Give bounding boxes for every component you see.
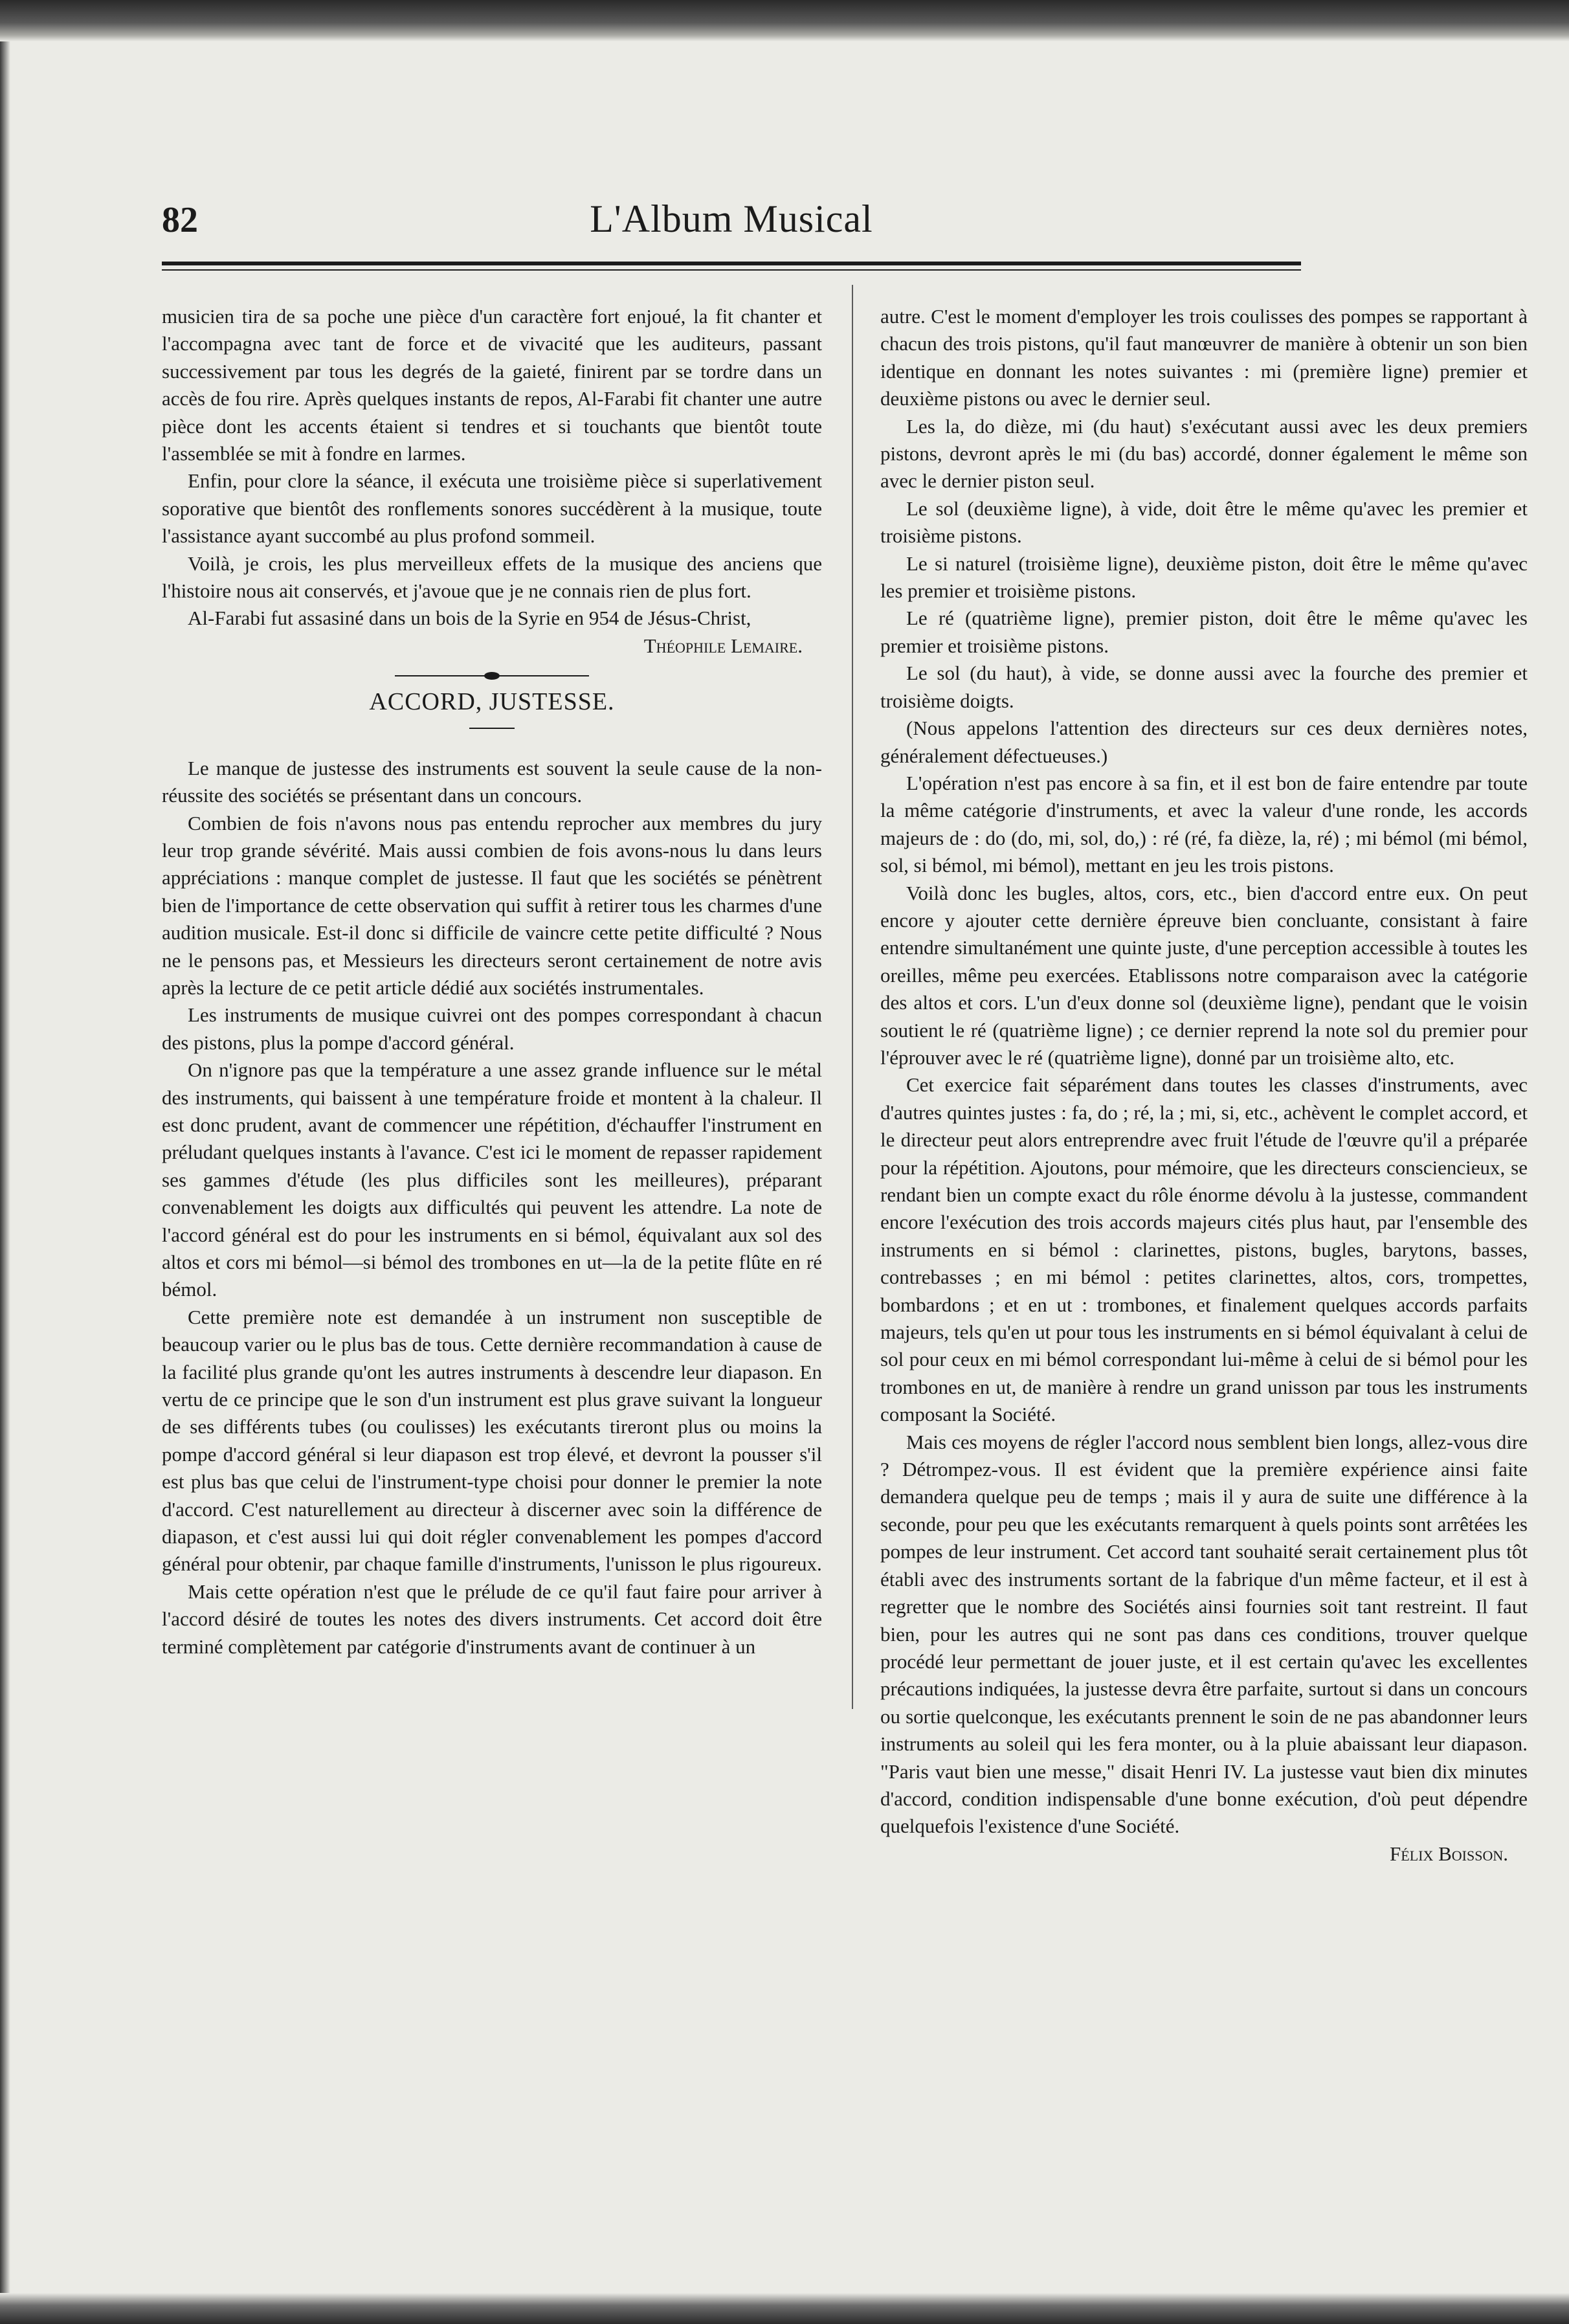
- paragraph: Le sol (deuxième ligne), à vide, doit être le même qu'avec les premier et troisième pistons.: [880, 497, 1528, 548]
- paragraph: Les la, do dièze, mi (du haut) s'exécutant aussi avec les deux premiers pistons, devront après le mi (du bas) accordé, donner également le même son avec le dernier piston seul.: [880, 414, 1528, 493]
- short-divider: [469, 728, 515, 729]
- left-column: [162, 303, 822, 1660]
- paragraph: autre. C'est le moment d'employer les trois coulisses des pompes se rapportant à chacun des trois pistons, qu'il faut manœuvrer de manière à obtenir un son bien identique en donnant les notes suivantes : mi (première ligne) premier et deuxième pistons ou avec le dernier seul.: [880, 305, 1528, 410]
- paragraph: Le ré (quatrième ligne), premier piston, doit être le même qu'avec les premier et troisième pistons.: [880, 607, 1528, 657]
- paragraph: Al-Farabi fut assasiné dans un bois de la Syrie en 954 de Jésus-Christ,: [188, 607, 751, 630]
- paragraph: musicien tira de sa poche une pièce d'un caractère fort enjoué, la fit chanter et l'accompagna avec tant de force et de vivacité que les auditeurs, passant successivement par tous les degrés de la gaieté, finirent par se tordre dans un accès de fou rire. Après quelques instants de repos, Al-Farabi fit chanter une autre pièce dont les accents étaient si tendres et si touchants que bientôt toute l'assemblée se mit à fondre en larmes.: [162, 305, 822, 465]
- ornament-divider: [395, 675, 589, 676]
- paragraph: Le manque de justesse des instruments est souvent la seule cause de la non-réussite des sociétés se présentant dans un concours.: [162, 756, 822, 807]
- scan-edge-bottom: [0, 2293, 1569, 2324]
- paragraph: (Nous appelons l'attention des directeurs sur ces deux dernières notes, généralement défectueuses.): [880, 717, 1528, 767]
- paragraph: Enfin, pour clore la séance, il exécuta une troisième pièce si superlativement soporative que bientôt des ronflements sonores succédèrent à la musique, toute l'assistance ayant succombé au plus profond sommeil.: [162, 469, 822, 548]
- paragraph: Cet exercice fait séparément dans toutes les classes d'instruments, avec d'autres quintes justes : fa, do ; ré, la ; mi, si, etc., achèvent le complet accord, et le directeur peut alors entreprendre avec fruit l'étude de l'œuvre qu'il a préparée pour la répétition. Ajoutons, pour mémoire, que les directeurs consciencieux, se rendant bien un compte exact du rôle énorme dévolu à la justesse, commandent encore l'exécution des trois accords majeurs cités plus haut, par l'ensemble des instruments en si bémol : clarinettes, pistons, bugles, barytons, basses, contrebasses ; en mi bémol : petites clarinettes, altos, cors, trompettes, bombardons ; et en ut : trombones, et finalement quelques accords parfaits majeurs, tels qu'en ut pour tous les instruments en si bémol équivalant à celui de sol pour ceux en mi bémol correspondant lui-même à celui de si bémol pour les trombones en ut, de manière à rendre un grand unisson par tous les instruments composant la Société.: [880, 1073, 1528, 1426]
- page-header: [162, 193, 1301, 251]
- scan-edge-left: [0, 41, 10, 2293]
- paragraph: Cette première note est demandée à un instrument non susceptible de beaucoup varier ou le plus bas de tous. Cette dernière recommandation à cause de la facilité plus grande qu'ont les autres instruments à descendre leur diapason. En vertu de ce principe que le son d'un instrument est plus grave suivant la longueur de ses différents tubes (ou coulisses) les exécutants tireront plus ou moins la pompe d'accord général si leur diapason est trop élevé, et devront la pousser s'il est plus bas que celui de l'instrument-type choisi pour donner le premier la note d'accord. C'est naturellement au directeur à discerner avec soin la différence de diapason, et c'est aussi lui qui doit régler convenablement les pompes d'accord général pour obtenir, par chaque famille d'instruments, l'unisson le plus rigoureux.: [162, 1305, 822, 1576]
- column-divider: [852, 285, 853, 1709]
- paragraph: Voilà, je crois, les plus merveilleux effets de la musique des anciens que l'histoire nous ait conservés, et j'avoue que je ne connais rien de plus fort.: [162, 552, 822, 603]
- header-rule-thin: [162, 269, 1301, 271]
- paragraph: Le sol (du haut), à vide, se donne aussi avec la fourche des premier et troisième doigts.: [880, 662, 1528, 712]
- scan-edge-top: [0, 0, 1569, 41]
- signature-lemaire: Théophile Lemaire.: [643, 634, 803, 657]
- section-title: ACCORD, JUSTESSE.: [369, 688, 615, 716]
- paragraph: Mais ces moyens de régler l'accord nous semblent bien longs, allez-vous dire ? Détrompez-vous. Il est évident que la première expérience ainsi faite demandera quelque peu de temps ; mais il y aura de suite une différence à la seconde, pour peu que les exécutants remarquent à quels points sont arrêtées les pompes de leur instrument. Cet accord tant souhaité serait certainement plus tôt établi avec des instruments sortant de la fabrique d'un même facteur, et il est à regretter que le nombre des Sociétés ainsi fournies soit tant restreint. Il faut bien, pour les autres qui ne sont pas dans ces conditions, trouver quelque procédé leur permettant de jouer juste, et il est certain qu'avec les excellentes précautions indiquées, la justesse devra être parfaite, surtout si dans un concours ou sortie quelconque, les exécutants prennent le soin de ne pas abandonner leurs instruments au soleil qui les fera monter, ou à la pluie abaissant leur diapason. "Paris vaut bien une messe," disait Henri IV. La justesse vaut bien dix minutes d'accord, condition indispensable d'une bonne exécution, d'où peut dépendre quelquefois l'existence d'une Société.: [880, 1430, 1528, 1838]
- right-column: [880, 303, 1528, 1868]
- page-number: 82: [162, 200, 198, 240]
- paragraph: L'opération n'est pas encore à sa fin, et il est bon de faire entendre par toute la même catégorie d'instruments, et avec la valeur d'une ronde, les accords majeurs de : do (do, mi, sol, do,) : ré (ré, fa dièze, la, ré) ; mi bémol (mi bémol, sol, si bémol, mi bémol), mettant en jeu les trois pistons.: [880, 771, 1528, 877]
- paragraph: Combien de fois n'avons nous pas entendu reprocher aux membres du jury leur trop grande sévérité. Mais aussi combien de fois avons-nous lu dans leurs appréciations : manque complet de justesse. Il faut que les sociétés se pénètrent bien de l'importance de cette observation qui suffit à retirer tous les charmes d'une audition musicale. Est-il donc si difficile de vaincre cette petite difficulté ? Nous ne le pensons pas, et Messieurs les directeurs seront certainement de notre avis après la lecture de ce petit article dédié aux sociétés instrumentales.: [162, 811, 822, 999]
- paragraph: Les instruments de musique cuivrei ont des pompes correspondant à chacun des pistons, plus la pompe d'accord général.: [162, 1003, 822, 1054]
- running-title: L'Album Musical: [590, 197, 873, 240]
- paragraph: On n'ignore pas que la température a une assez grande influence sur le métal des instruments, qui baissent à une température froide et montent à la chaleur. Il est donc prudent, avant de commencer une répétition, d'échauffer l'instrument en préludant quelques instants à l'avance. C'est ici le moment de repasser rapidement ses gammes d'étude (les plus difficiles sont les meilleures), préparant convenablement les doigts aux difficultés qui peuvent les attendre. La note de l'accord général est do pour les instruments en si bémol, équivalant aux sol des altos et cors mi bémol—si bémol des trombones en ut—la de la petite flûte en ré bémol.: [162, 1058, 822, 1301]
- paragraph: Le si naturel (troisième ligne), deuxième piston, doit être le même qu'avec les premier et troisième pistons.: [880, 552, 1528, 603]
- paragraph: Voilà donc les bugles, altos, cors, etc., bien d'accord entre eux. On peut encore y ajouter cette dernière épreuve bien concluante, consistant à faire entendre simultanément une quinte juste, d'une perception accessible à toutes les oreilles, même peu exercées. Etablissons notre comparaison avec la catégorie des altos et cors. L'un d'eux donne sol (deuxième ligne), pendant que le voisin soutient le ré (quatrième ligne) ; ce dernier reprend la note sol du premier pour l'éprouver avec le ré (quatrième ligne), donné par un troisième alto, etc.: [880, 881, 1528, 1069]
- paragraph: Mais cette opération n'est que le prélude de ce qu'il faut faire pour arriver à l'accord désiré de toutes les notes des divers instruments. Cet accord doit être terminé complètement par catégorie d'instruments avant de continuer à un: [162, 1580, 822, 1658]
- signature-boisson: Félix Boisson.: [1390, 1842, 1508, 1865]
- header-rule-thick: [162, 262, 1301, 265]
